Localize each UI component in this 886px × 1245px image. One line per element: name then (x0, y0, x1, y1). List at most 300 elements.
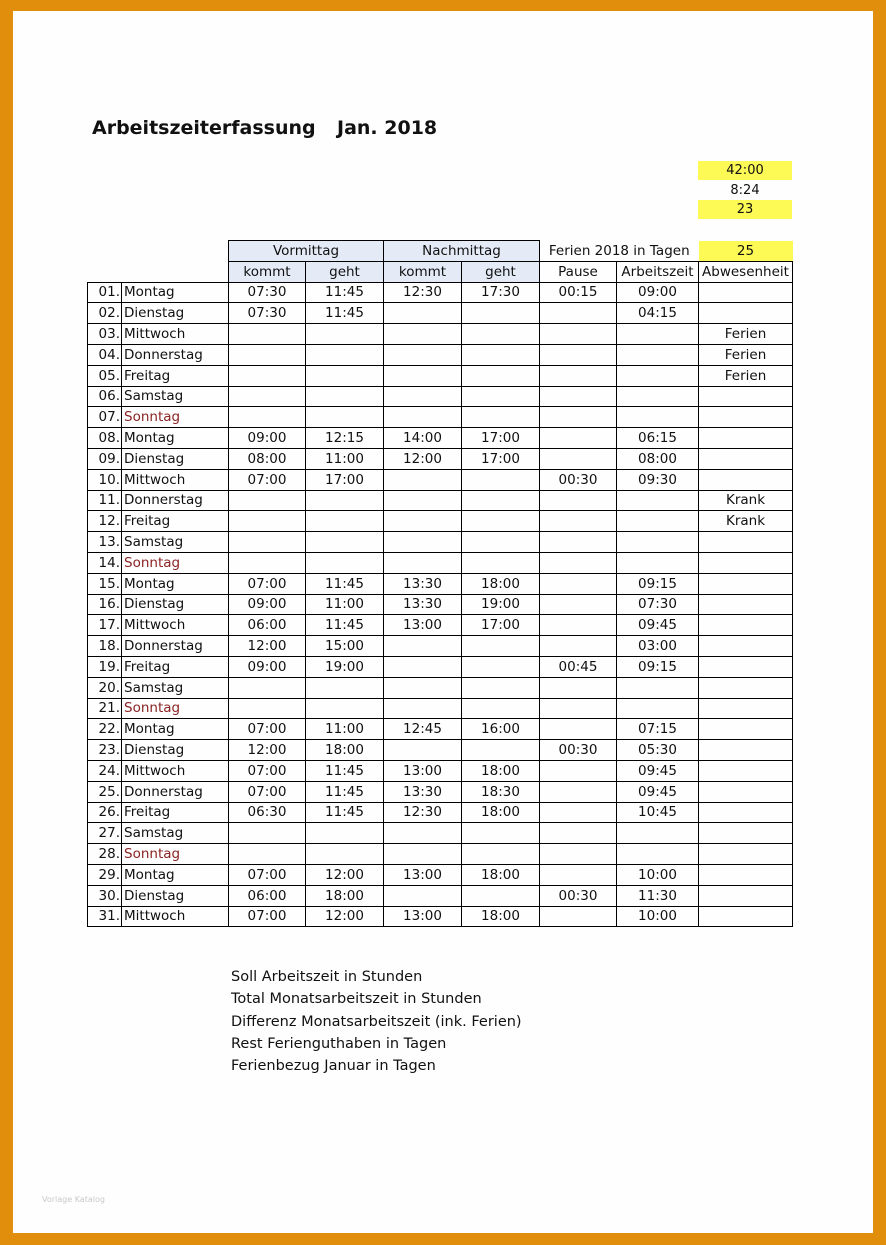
cell-am-out[interactable]: 11:45 (306, 760, 384, 781)
cell-am-out[interactable]: 11:45 (306, 303, 384, 324)
time-table (87, 240, 793, 927)
cell-am-out[interactable]: 12:00 (306, 864, 384, 885)
cell-am-out[interactable] (306, 365, 384, 386)
cell-pm-in[interactable] (384, 823, 462, 844)
cell-am-out[interactable]: 18:00 (306, 885, 384, 906)
cell-pm-out[interactable]: 18:00 (462, 573, 540, 594)
cell-pm-in[interactable] (384, 490, 462, 511)
cell-am-out[interactable]: 11:00 (306, 594, 384, 615)
cell-pause[interactable] (540, 303, 617, 324)
cell-am-out[interactable]: 11:45 (306, 282, 384, 303)
table-row (88, 636, 793, 657)
cell-pause[interactable] (540, 324, 617, 345)
cell-work[interactable]: 10:45 (617, 802, 699, 823)
cell-work[interactable] (617, 552, 699, 573)
cell-pause[interactable] (540, 864, 617, 885)
cell-pm-out[interactable]: 19:00 (462, 594, 540, 615)
weekday-name: Dienstag (122, 303, 229, 324)
cell-pause[interactable] (540, 552, 617, 573)
cell-work[interactable] (617, 324, 699, 345)
weekday-name: Montag (122, 719, 229, 740)
cell-absence[interactable] (699, 864, 793, 885)
header-row-2 (88, 261, 793, 282)
cell-am-in[interactable]: 07:00 (229, 760, 306, 781)
cell-am-in[interactable] (229, 490, 306, 511)
cell-pm-out[interactable] (462, 365, 540, 386)
day-number: 23. (88, 740, 122, 761)
cell-work[interactable]: 09:00 (617, 282, 699, 303)
cell-pm-in[interactable]: 12:45 (384, 719, 462, 740)
cell-pm-in[interactable]: 13:00 (384, 760, 462, 781)
table-row (88, 407, 793, 428)
table-row (88, 656, 793, 677)
cell-am-out[interactable] (306, 677, 384, 698)
day-number: 12. (88, 511, 122, 532)
cell-absence[interactable] (699, 760, 793, 781)
cell-pause[interactable] (540, 636, 617, 657)
cell-pm-in[interactable] (384, 407, 462, 428)
day-number: 24. (88, 760, 122, 781)
table-row (88, 282, 793, 303)
cell-am-in[interactable] (229, 698, 306, 719)
cell-pm-in[interactable] (384, 740, 462, 761)
cell-pm-in[interactable] (384, 636, 462, 657)
table-row (88, 324, 793, 345)
weekly-hours-value[interactable]: 42:00 (698, 161, 792, 180)
cell-pm-out[interactable] (462, 844, 540, 865)
cell-am-out[interactable]: 15:00 (306, 636, 384, 657)
cell-absence[interactable] (699, 823, 793, 844)
cell-work[interactable] (617, 344, 699, 365)
cell-work[interactable]: 07:30 (617, 594, 699, 615)
cell-absence[interactable]: Ferien (699, 344, 793, 365)
cell-work[interactable]: 09:15 (617, 656, 699, 677)
cell-am-in[interactable]: 07:00 (229, 781, 306, 802)
cell-pm-out[interactable]: 18:30 (462, 781, 540, 802)
cell-am-in[interactable] (229, 324, 306, 345)
weekday-name: Dienstag (122, 594, 229, 615)
cell-am-out[interactable] (306, 532, 384, 553)
cell-am-in[interactable]: 07:30 (229, 282, 306, 303)
cell-am-out[interactable]: 11:45 (306, 802, 384, 823)
cell-pause[interactable] (540, 802, 617, 823)
table-row (88, 885, 793, 906)
cell-absence[interactable]: Ferien (699, 324, 793, 345)
cell-pm-out[interactable]: 18:00 (462, 802, 540, 823)
table-row (88, 573, 793, 594)
day-number: 29. (88, 864, 122, 885)
cell-am-in[interactable] (229, 407, 306, 428)
table-row (88, 844, 793, 865)
cell-am-out[interactable] (306, 386, 384, 407)
cell-pm-in[interactable] (384, 324, 462, 345)
cell-pm-out[interactable] (462, 740, 540, 761)
cell-am-in[interactable]: 06:00 (229, 885, 306, 906)
cell-pm-in[interactable] (384, 386, 462, 407)
cell-work[interactable] (617, 677, 699, 698)
cell-absence[interactable] (699, 656, 793, 677)
weekday-name: Mittwoch (122, 615, 229, 636)
cell-pause[interactable] (540, 511, 617, 532)
cell-work[interactable]: 08:00 (617, 448, 699, 469)
header-abwesenheit: Abwesenheit (699, 261, 793, 282)
table-row (88, 781, 793, 802)
cell-pm-out[interactable]: 17:30 (462, 282, 540, 303)
cell-pause[interactable] (540, 698, 617, 719)
day-number: 10. (88, 469, 122, 490)
cell-work[interactable] (617, 365, 699, 386)
weekday-name: Freitag (122, 802, 229, 823)
cell-pm-out[interactable] (462, 324, 540, 345)
table-row (88, 469, 793, 490)
daily-hours-value: 8:24 (730, 183, 760, 198)
cell-work[interactable] (617, 407, 699, 428)
cell-pm-in[interactable]: 12:30 (384, 802, 462, 823)
cell-absence[interactable] (699, 615, 793, 636)
cell-work[interactable]: 09:45 (617, 781, 699, 802)
cell-pause[interactable] (540, 344, 617, 365)
cell-pm-out[interactable] (462, 823, 540, 844)
day-number: 22. (88, 719, 122, 740)
cell-pause[interactable]: 00:30 (540, 885, 617, 906)
day-number: 31. (88, 906, 122, 927)
table-row (88, 490, 793, 511)
cell-work[interactable]: 11:30 (617, 885, 699, 906)
cell-am-in[interactable] (229, 386, 306, 407)
cell-am-out[interactable]: 11:00 (306, 719, 384, 740)
weekday-name: Freitag (122, 365, 229, 386)
cell-work[interactable] (617, 490, 699, 511)
cell-am-out[interactable] (306, 698, 384, 719)
cell-work[interactable]: 09:30 (617, 469, 699, 490)
cell-pm-in[interactable]: 12:30 (384, 282, 462, 303)
cell-am-out[interactable]: 11:45 (306, 573, 384, 594)
day-number: 26. (88, 802, 122, 823)
cell-am-in[interactable] (229, 677, 306, 698)
day-number: 18. (88, 636, 122, 657)
cell-am-out[interactable]: 11:45 (306, 615, 384, 636)
day-number: 04. (88, 344, 122, 365)
cell-pause[interactable] (540, 490, 617, 511)
day-number: 27. (88, 823, 122, 844)
weekday-name: Sonntag (122, 552, 229, 573)
weekday-name: Mittwoch (122, 760, 229, 781)
cell-work[interactable]: 09:45 (617, 615, 699, 636)
cell-pm-out[interactable] (462, 532, 540, 553)
cell-am-in[interactable]: 07:00 (229, 719, 306, 740)
header-pause: Pause (540, 261, 617, 282)
weekday-name: Mittwoch (122, 906, 229, 927)
cell-pm-in[interactable] (384, 469, 462, 490)
cell-pm-in[interactable] (384, 844, 462, 865)
cell-pm-out[interactable] (462, 490, 540, 511)
cell-pause[interactable] (540, 677, 617, 698)
cell-am-out[interactable] (306, 844, 384, 865)
weekday-name: Mittwoch (122, 469, 229, 490)
cell-absence[interactable] (699, 386, 793, 407)
cell-pm-out[interactable] (462, 885, 540, 906)
summary-label: Total Monatsarbeitszeit in Stunden (231, 991, 482, 1007)
title-month: Jan. 2018 (337, 117, 438, 139)
cell-pause[interactable] (540, 573, 617, 594)
cell-work[interactable]: 09:45 (617, 760, 699, 781)
cell-absence[interactable] (699, 781, 793, 802)
cell-pm-out[interactable]: 18:00 (462, 864, 540, 885)
cell-pm-out[interactable] (462, 552, 540, 573)
cell-pm-in[interactable]: 12:00 (384, 448, 462, 469)
table-row (88, 365, 793, 386)
cell-absence[interactable]: Krank (699, 490, 793, 511)
cell-absence[interactable] (699, 573, 793, 594)
cell-am-in[interactable]: 12:00 (229, 636, 306, 657)
cell-work[interactable]: 07:15 (617, 719, 699, 740)
cell-pm-out[interactable] (462, 656, 540, 677)
cell-work[interactable]: 09:15 (617, 573, 699, 594)
cell-pm-in[interactable]: 13:00 (384, 906, 462, 927)
day-number: 02. (88, 303, 122, 324)
cell-am-out[interactable]: 18:00 (306, 740, 384, 761)
cell-am-in[interactable]: 12:00 (229, 740, 306, 761)
cell-am-in[interactable]: 07:00 (229, 864, 306, 885)
cell-pm-out[interactable]: 16:00 (462, 719, 540, 740)
cell-am-out[interactable]: 17:00 (306, 469, 384, 490)
cell-pause[interactable] (540, 719, 617, 740)
weekday-name: Montag (122, 573, 229, 594)
cell-pause[interactable] (540, 615, 617, 636)
cell-absence[interactable] (699, 469, 793, 490)
cell-am-out[interactable]: 12:15 (306, 428, 384, 449)
weekday-name: Samstag (122, 677, 229, 698)
cell-pause[interactable] (540, 407, 617, 428)
cell-absence[interactable] (699, 428, 793, 449)
header-ferien-label: Ferien 2018 in Tagen (540, 241, 699, 262)
day-number: 21. (88, 698, 122, 719)
cell-am-in[interactable] (229, 344, 306, 365)
weekday-name: Montag (122, 428, 229, 449)
cell-absence[interactable] (699, 844, 793, 865)
header-am-kommt: kommt (229, 261, 306, 282)
cell-absence[interactable] (699, 740, 793, 761)
cell-work[interactable]: 03:00 (617, 636, 699, 657)
table-row (88, 386, 793, 407)
cell-pm-out[interactable]: 18:00 (462, 906, 540, 927)
cell-pm-out[interactable] (462, 344, 540, 365)
cell-absence[interactable]: Krank (699, 511, 793, 532)
day-number: 15. (88, 573, 122, 594)
cell-am-in[interactable] (229, 823, 306, 844)
cell-am-out[interactable] (306, 511, 384, 532)
cell-pause[interactable]: 00:30 (540, 740, 617, 761)
cell-work[interactable]: 05:30 (617, 740, 699, 761)
cell-pause[interactable] (540, 781, 617, 802)
weekday-name: Freitag (122, 656, 229, 677)
table-row (88, 428, 793, 449)
day-number: 16. (88, 594, 122, 615)
cell-am-in[interactable]: 07:00 (229, 469, 306, 490)
header-nachmittag: Nachmittag (384, 241, 540, 262)
day-number: 25. (88, 781, 122, 802)
cell-am-in[interactable] (229, 365, 306, 386)
cell-pause[interactable] (540, 844, 617, 865)
cell-pm-in[interactable] (384, 532, 462, 553)
cell-absence[interactable] (699, 719, 793, 740)
cell-pm-in[interactable] (384, 698, 462, 719)
cell-pause[interactable] (540, 448, 617, 469)
day-number: 05. (88, 365, 122, 386)
cell-pm-in[interactable]: 13:30 (384, 781, 462, 802)
cell-pause[interactable]: 00:15 (540, 282, 617, 303)
cell-absence[interactable] (699, 885, 793, 906)
cell-pm-out[interactable] (462, 698, 540, 719)
cell-am-in[interactable] (229, 511, 306, 532)
table-row (88, 760, 793, 781)
cell-absence[interactable] (699, 282, 793, 303)
table-row (88, 532, 793, 553)
cell-pm-out[interactable] (462, 303, 540, 324)
day-number: 07. (88, 407, 122, 428)
cell-am-out[interactable] (306, 823, 384, 844)
weekday-name: Sonntag (122, 698, 229, 719)
cell-work[interactable] (617, 823, 699, 844)
cell-work[interactable] (617, 386, 699, 407)
table-row (88, 552, 793, 573)
cell-pm-in[interactable] (384, 344, 462, 365)
day-number: 28. (88, 844, 122, 865)
cell-pause[interactable] (540, 386, 617, 407)
table-row (88, 677, 793, 698)
cell-absence[interactable] (699, 448, 793, 469)
cell-work[interactable]: 06:15 (617, 428, 699, 449)
header-ferien-value[interactable]: 25 (699, 241, 793, 262)
cell-am-in[interactable]: 06:00 (229, 615, 306, 636)
cell-absence[interactable] (699, 552, 793, 573)
cell-am-in[interactable] (229, 532, 306, 553)
cell-absence[interactable] (699, 532, 793, 553)
weekday-name: Montag (122, 282, 229, 303)
cell-am-out[interactable]: 11:00 (306, 448, 384, 469)
cell-pause[interactable]: 00:45 (540, 656, 617, 677)
cell-work[interactable]: 10:00 (617, 864, 699, 885)
cell-pm-in[interactable]: 13:30 (384, 594, 462, 615)
cell-pm-in[interactable]: 13:30 (384, 573, 462, 594)
cell-am-in[interactable]: 06:30 (229, 802, 306, 823)
cell-pause[interactable] (540, 760, 617, 781)
weekday-name: Samstag (122, 823, 229, 844)
cell-work[interactable] (617, 844, 699, 865)
day-number: 08. (88, 428, 122, 449)
cell-work[interactable] (617, 698, 699, 719)
document-title (92, 117, 438, 139)
cell-absence[interactable] (699, 802, 793, 823)
cell-pm-out[interactable]: 18:00 (462, 760, 540, 781)
cell-am-in[interactable]: 07:00 (229, 573, 306, 594)
table-row (88, 594, 793, 615)
cell-absence[interactable] (699, 636, 793, 657)
cell-absence[interactable]: Ferien (699, 365, 793, 386)
table-row (88, 615, 793, 636)
cell-am-in[interactable]: 09:00 (229, 428, 306, 449)
cell-pm-in[interactable] (384, 552, 462, 573)
weekday-name: Sonntag (122, 844, 229, 865)
cell-pause[interactable] (540, 594, 617, 615)
cell-work[interactable] (617, 532, 699, 553)
cell-work[interactable]: 10:00 (617, 906, 699, 927)
cell-absence[interactable] (699, 677, 793, 698)
cell-am-out[interactable] (306, 490, 384, 511)
cell-am-in[interactable]: 09:00 (229, 594, 306, 615)
workdays-value[interactable]: 23 (698, 200, 792, 219)
cell-pause[interactable] (540, 906, 617, 927)
cell-pm-in[interactable] (384, 885, 462, 906)
cell-pause[interactable] (540, 365, 617, 386)
cell-pm-in[interactable]: 14:00 (384, 428, 462, 449)
table-row (88, 906, 793, 927)
cell-pause[interactable] (540, 532, 617, 553)
weekday-name: Donnerstag (122, 490, 229, 511)
cell-pause[interactable] (540, 428, 617, 449)
cell-pm-out[interactable] (462, 511, 540, 532)
cell-pm-in[interactable] (384, 303, 462, 324)
cell-am-out[interactable] (306, 407, 384, 428)
cell-am-out[interactable]: 19:00 (306, 656, 384, 677)
cell-work[interactable]: 04:15 (617, 303, 699, 324)
table-row (88, 719, 793, 740)
cell-am-in[interactable]: 07:00 (229, 906, 306, 927)
cell-am-in[interactable]: 08:00 (229, 448, 306, 469)
cell-absence[interactable] (699, 594, 793, 615)
cell-pm-in[interactable] (384, 677, 462, 698)
cell-pm-out[interactable]: 17:00 (462, 615, 540, 636)
cell-absence[interactable] (699, 906, 793, 927)
cell-pm-out[interactable] (462, 677, 540, 698)
cell-pm-out[interactable]: 17:00 (462, 448, 540, 469)
cell-pm-out[interactable]: 17:00 (462, 428, 540, 449)
cell-absence[interactable] (699, 407, 793, 428)
table-row (88, 802, 793, 823)
weekday-name: Samstag (122, 386, 229, 407)
cell-absence[interactable] (699, 303, 793, 324)
cell-am-in[interactable] (229, 552, 306, 573)
cell-am-in[interactable] (229, 844, 306, 865)
summary-label: Soll Arbeitszeit in Stunden (231, 969, 423, 985)
cell-am-out[interactable]: 11:45 (306, 781, 384, 802)
cell-work[interactable] (617, 511, 699, 532)
cell-pm-out[interactable] (462, 386, 540, 407)
weekday-name: Donnerstag (122, 344, 229, 365)
weekday-name: Dienstag (122, 885, 229, 906)
table-row (88, 823, 793, 844)
cell-pm-out[interactable] (462, 407, 540, 428)
cell-pm-out[interactable] (462, 636, 540, 657)
header-pm-kommt: kommt (384, 261, 462, 282)
cell-am-out[interactable] (306, 344, 384, 365)
cell-absence[interactable] (699, 698, 793, 719)
cell-pm-out[interactable] (462, 469, 540, 490)
cell-pause[interactable] (540, 823, 617, 844)
cell-pm-in[interactable]: 13:00 (384, 615, 462, 636)
cell-pm-in[interactable] (384, 656, 462, 677)
cell-am-out[interactable] (306, 552, 384, 573)
cell-pm-in[interactable] (384, 365, 462, 386)
cell-am-out[interactable] (306, 324, 384, 345)
cell-pm-in[interactable]: 13:00 (384, 864, 462, 885)
cell-am-out[interactable]: 12:00 (306, 906, 384, 927)
cell-am-in[interactable]: 09:00 (229, 656, 306, 677)
cell-pm-in[interactable] (384, 511, 462, 532)
header-arbeitszeit: Arbeitszeit (617, 261, 699, 282)
cell-pause[interactable]: 00:30 (540, 469, 617, 490)
cell-am-in[interactable]: 07:30 (229, 303, 306, 324)
